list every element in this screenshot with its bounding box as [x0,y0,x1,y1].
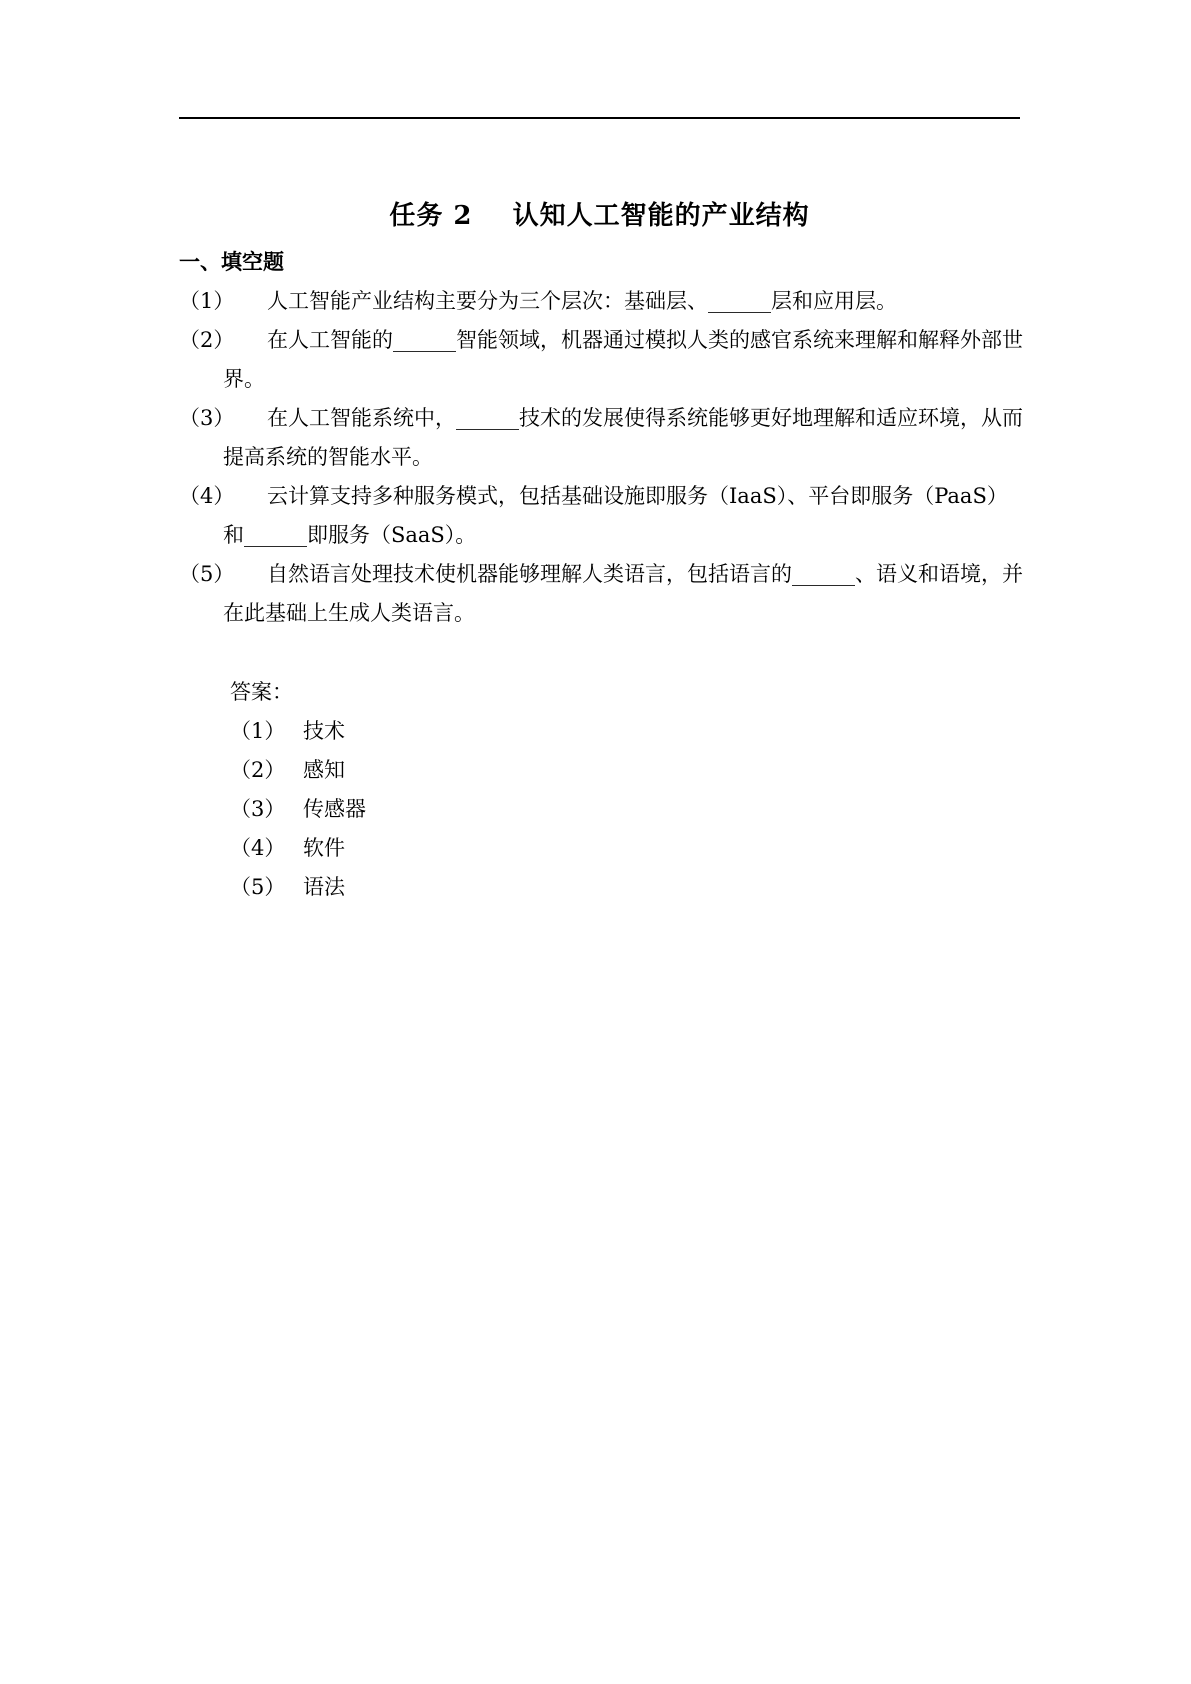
question-number: （5） [179,562,235,586]
question-text: 云计算支持多种服务模式，包括基础设施即服务（IaaS）、平台即服务（PaaS）和______即服务（SaaS）。 [223,484,1008,547]
question-item [179,477,1024,555]
question-number: （3） [179,406,235,430]
answer-text: 软件 [303,836,345,860]
answer-number: （3） [230,797,286,821]
question-item [179,555,1024,633]
question-item [179,282,1024,321]
answer-item [230,712,366,751]
question-number: （1） [179,289,235,313]
answer-item [230,868,366,907]
section-heading: 一、填空题 [179,249,284,274]
question-text: 自然语言处理技术使机器能够理解人类语言，包括语言的______、语义和语境，并在此基础上生成人类语言。 [223,562,1023,625]
answer-item [230,829,366,868]
answer-item [230,751,366,790]
question-text: 在人工智能系统中，______技术的发展使得系统能够更好地理解和适应环境，从而提高系统的智能水平。 [223,406,1023,469]
question-number: （4） [179,484,235,508]
question-number: （2） [179,328,235,352]
answer-list [230,673,366,907]
question-list [179,282,1024,633]
answer-number: （5） [230,875,286,899]
answers-label: 答案： [230,680,293,704]
answer-text: 传感器 [303,797,366,821]
header-rule [179,117,1020,119]
question-item [179,399,1024,477]
answer-number: （1） [230,719,286,743]
answer-text: 技术 [303,719,345,743]
answer-text: 语法 [303,875,345,899]
question-text: 人工智能产业结构主要分为三个层次：基础层、______层和应用层。 [267,289,897,313]
answer-item [230,790,366,829]
answer-number: （2） [230,758,286,782]
answer-text: 感知 [303,758,345,782]
page-title: 任务 2 认知人工智能的产业结构 [389,201,810,231]
question-text: 在人工智能的______智能领域，机器通过模拟人类的感官系统来理解和解释外部世界。 [223,328,1023,391]
answer-number: （4） [230,836,286,860]
question-item [179,321,1024,399]
